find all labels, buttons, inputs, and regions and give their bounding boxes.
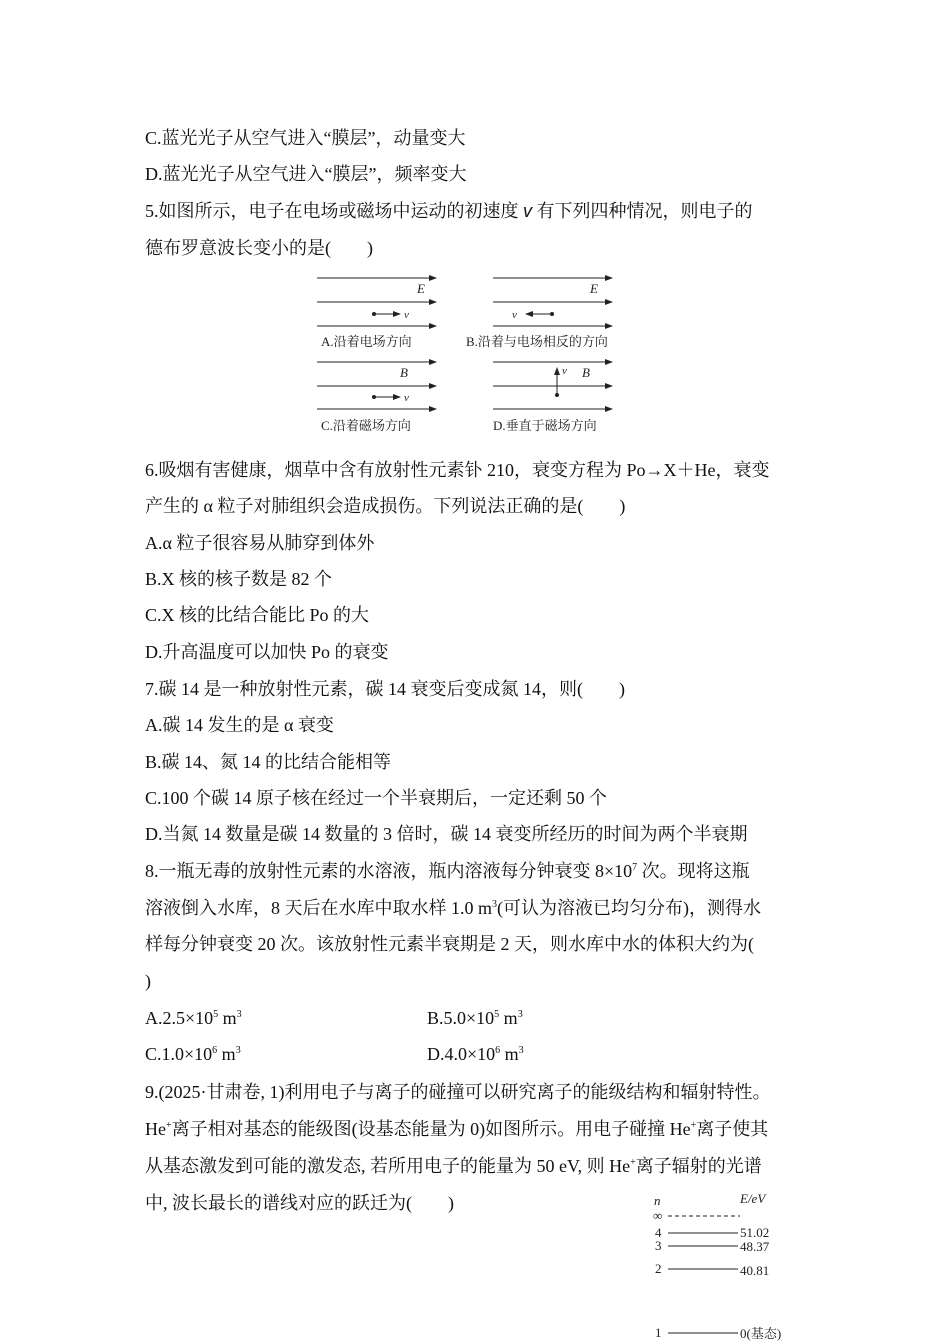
q8-option-a — [145, 1006, 242, 1030]
q8-a-unit: m — [218, 1008, 237, 1028]
panel-a-velocity-arrow — [372, 312, 400, 316]
q8-d-val: D.4.0×10 — [427, 1044, 496, 1064]
q9-l2-c: 离子使其 — [696, 1119, 769, 1139]
panel-b-e-label: E — [590, 281, 598, 296]
panel-c-v-label: v — [404, 392, 409, 404]
q9-l2-a: He — [145, 1119, 166, 1139]
q8-c-unit: m — [217, 1044, 236, 1064]
panel-c-velocity-arrow — [372, 395, 400, 399]
energy-diagram-e-label: E/eV — [740, 1191, 766, 1206]
question-9-line-4: 中, 波长最长的谱线对应的跃迁为( ) — [145, 1193, 454, 1213]
panel-d-caption: D.垂直于磁场方向 — [493, 418, 597, 433]
q8-option-d — [427, 1042, 524, 1066]
q5-text-a: 5.如图所示，电子在电场或磁场中运动的初速度 — [145, 201, 519, 221]
question-5-line-2: 德布罗意波长变小的是( ) — [145, 238, 373, 258]
q6-option-c: C.X 核的比结合能比 Po 的大 — [145, 605, 370, 625]
q8-l2-b: (可认为溶液已均匀分布)，测得水 — [497, 898, 761, 918]
panel-c-caption: C.沿着磁场方向 — [321, 418, 411, 433]
q7-option-d: D.当氮 14 数量是碳 14 数量的 3 倍时，碳 14 衰变所经历的时间为两个半衰期 — [145, 824, 748, 844]
q8-d-unit: m — [500, 1044, 519, 1064]
q8-b-unit-exp: 3 — [517, 1009, 523, 1020]
panel-d-field-lines — [493, 362, 612, 409]
question-8-line-3: 样每分钟衰变 20 次。该放射性元素半衰期是 2 天，则水库中水的体积大约为( — [145, 934, 754, 954]
panel-d-velocity-arrow — [555, 368, 559, 397]
q6-option-a: A.α 粒子很容易从肺穿到体外 — [145, 533, 375, 553]
level-4-energy: 51.02 — [740, 1225, 770, 1240]
q8-l2-a: 溶液倒入水库，8 天后在水库中取水样 1.0 m — [145, 898, 492, 918]
panel-b-velocity-arrow — [526, 312, 554, 316]
panel-a-caption: A.沿着电场方向 — [321, 334, 412, 349]
level-inf-n: ∞ — [653, 1208, 663, 1223]
q8-a-unit-exp: 3 — [236, 1009, 242, 1020]
level-4-n: 4 — [655, 1225, 662, 1240]
question-8-line-1 — [145, 859, 750, 883]
option-d-q4: D.蓝光光子从空气进入“膜层”，频率变大 — [145, 164, 467, 184]
question-6-line-2: 产生的 α 粒子对肺组织会造成损伤。下列说法正确的是( ) — [145, 496, 626, 516]
q8-d-exp: 6 — [495, 1045, 501, 1056]
q8-d-unit-exp: 3 — [518, 1045, 524, 1056]
panel-b-caption: B.沿着与电场相反的方向 — [466, 334, 608, 349]
level-2-energy: 40.81 — [740, 1263, 770, 1278]
q8-l1-a: 8.一瓶无毒的放射性元素的水溶液，瓶内溶液每分钟衰变 8×10 — [145, 861, 633, 881]
panel-d-b-label: B — [582, 365, 590, 380]
q8-l2-exp: 3 — [492, 899, 497, 910]
q8-a-val: A.2.5×10 — [145, 1008, 214, 1028]
panel-a-e-label: E — [417, 281, 425, 296]
q5-velocity-symbol: v — [523, 201, 532, 221]
q8-b-unit: m — [499, 1008, 518, 1028]
q9-l2-charge: + — [166, 1120, 172, 1131]
q8-c-exp: 6 — [212, 1045, 218, 1056]
q9-l3-charge: + — [630, 1157, 636, 1168]
q8-option-b — [427, 1006, 523, 1030]
q8-l1-exp: 7 — [632, 862, 638, 873]
question-8-line-2 — [145, 896, 761, 920]
q9-energy-levels — [668, 1216, 740, 1333]
question-8-line-4: ) — [145, 971, 151, 991]
q6-option-b: B.X 核的核子数是 82 个 — [145, 569, 333, 589]
panel-b-v-label: v — [512, 309, 517, 321]
q5-text-b: 有下列四种情况，则电子的 — [536, 201, 753, 221]
panel-d-v-label: v — [562, 365, 567, 377]
q8-l1-b: 次。现将这瓶 — [637, 861, 750, 881]
q8-option-c — [145, 1042, 241, 1066]
question-9-line-3 — [145, 1154, 762, 1178]
question-6-line-1: 6.吸烟有害健康，烟草中含有放射性元素钋 210，衰变方程为 Po→X＋He，衰变 — [145, 460, 770, 480]
panel-a-v-label: v — [404, 309, 409, 321]
level-1-n: 1 — [655, 1325, 662, 1340]
q9-l2-charge-2: + — [690, 1120, 697, 1131]
panel-c-b-label: B — [400, 365, 408, 380]
q6-option-d: D.升高温度可以加快 Po 的衰变 — [145, 642, 389, 662]
q9-l3-a: 从基态激发到可能的激发态, 若所用电子的能量为 50 eV, 则 He — [145, 1156, 631, 1176]
level-1-energy: 0(基态) — [740, 1326, 782, 1341]
q7-option-b: B.碳 14、氮 14 的比结合能相等 — [145, 752, 392, 772]
q8-c-unit-exp: 3 — [235, 1045, 241, 1056]
q8-c-val: C.1.0×10 — [145, 1044, 213, 1064]
q7-option-c: C.100 个碳 14 原子核在经过一个半衰期后，一定还剩 50 个 — [145, 788, 608, 808]
panel-c-field-lines — [317, 362, 436, 409]
level-3-n: 3 — [655, 1238, 662, 1253]
level-3-energy: 48.37 — [740, 1239, 770, 1254]
q7-option-a: A.碳 14 发生的是 α 衰变 — [145, 715, 334, 735]
q8-b-exp: 5 — [494, 1009, 500, 1020]
question-9-line-1: 9.(2025·甘肃卷, 1)利用电子与离子的碰撞可以研究离子的能级结构和辐射特性。 — [145, 1082, 771, 1102]
question-9-line-2 — [145, 1117, 768, 1141]
q9-l2-b: 离子相对基态的能级图(设基态能量为 0)如图所示。用电子碰撞 He — [171, 1119, 691, 1139]
energy-diagram-n-label: n — [654, 1193, 661, 1208]
level-2-n: 2 — [655, 1261, 662, 1276]
q8-a-exp: 5 — [213, 1009, 219, 1020]
q8-b-val: B.5.0×10 — [427, 1008, 495, 1028]
option-c-q4: C.蓝光光子从空气进入“膜层”，动量变大 — [145, 128, 466, 148]
question-7: 7.碳 14 是一种放射性元素，碳 14 衰变后变成氮 14，则( ) — [145, 679, 625, 699]
q9-l3-b: 离子辐射的光谱 — [635, 1156, 762, 1176]
